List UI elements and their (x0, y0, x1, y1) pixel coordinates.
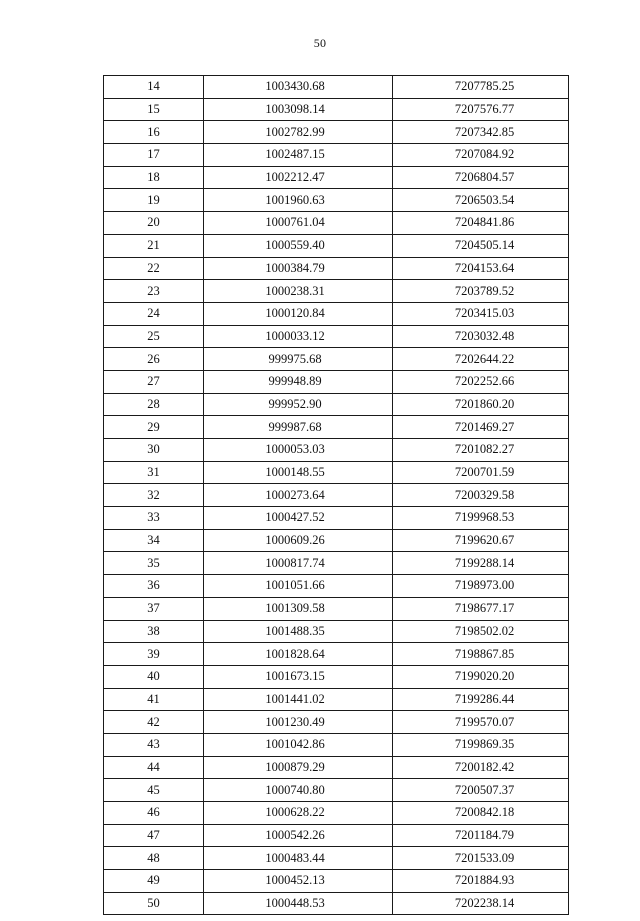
point-number-cell: 17 (104, 144, 204, 167)
table-row (104, 756, 569, 779)
table-row (104, 665, 569, 688)
x-coordinate-cell: 1001042.86 (204, 733, 393, 756)
point-number-cell: 19 (104, 189, 204, 212)
x-coordinate-cell: 1000609.26 (204, 529, 393, 552)
x-coordinate-cell: 1000817.74 (204, 552, 393, 575)
point-number-cell: 22 (104, 257, 204, 280)
table-row (104, 280, 569, 303)
point-number-cell: 38 (104, 620, 204, 643)
table-row (104, 847, 569, 870)
table-row (104, 507, 569, 530)
x-coordinate-cell: 1000238.31 (204, 280, 393, 303)
table-row (104, 711, 569, 734)
y-coordinate-cell: 7207084.92 (393, 144, 569, 167)
x-coordinate-cell: 1001309.58 (204, 597, 393, 620)
coordinates-table (103, 75, 569, 915)
point-number-cell: 49 (104, 870, 204, 893)
point-number-cell: 50 (104, 892, 204, 915)
y-coordinate-cell: 7201469.27 (393, 416, 569, 439)
point-number-cell: 45 (104, 779, 204, 802)
x-coordinate-cell: 1000053.03 (204, 439, 393, 462)
x-coordinate-cell: 999975.68 (204, 348, 393, 371)
y-coordinate-cell: 7207576.77 (393, 98, 569, 121)
x-coordinate-cell: 999987.68 (204, 416, 393, 439)
y-coordinate-cell: 7198677.17 (393, 597, 569, 620)
y-coordinate-cell: 7198502.02 (393, 620, 569, 643)
point-number-cell: 34 (104, 529, 204, 552)
y-coordinate-cell: 7204841.86 (393, 212, 569, 235)
point-number-cell: 28 (104, 393, 204, 416)
x-coordinate-cell: 1001960.63 (204, 189, 393, 212)
y-coordinate-cell: 7199869.35 (393, 733, 569, 756)
x-coordinate-cell: 1000628.22 (204, 802, 393, 825)
x-coordinate-cell: 1000148.55 (204, 461, 393, 484)
table-row (104, 121, 569, 144)
y-coordinate-cell: 7198973.00 (393, 575, 569, 598)
point-number-cell: 18 (104, 166, 204, 189)
x-coordinate-cell: 999948.89 (204, 370, 393, 393)
x-coordinate-cell: 1000448.53 (204, 892, 393, 915)
table-row (104, 439, 569, 462)
x-coordinate-cell: 1001488.35 (204, 620, 393, 643)
table-row (104, 348, 569, 371)
x-coordinate-cell: 1000273.64 (204, 484, 393, 507)
table-row (104, 575, 569, 598)
table-row (104, 234, 569, 257)
x-coordinate-cell: 1000384.79 (204, 257, 393, 280)
y-coordinate-cell: 7201533.09 (393, 847, 569, 870)
x-coordinate-cell: 1001230.49 (204, 711, 393, 734)
point-number-cell: 48 (104, 847, 204, 870)
table-row (104, 370, 569, 393)
y-coordinate-cell: 7200182.42 (393, 756, 569, 779)
y-coordinate-cell: 7199286.44 (393, 688, 569, 711)
table-row (104, 552, 569, 575)
y-coordinate-cell: 7203415.03 (393, 302, 569, 325)
point-number-cell: 43 (104, 733, 204, 756)
y-coordinate-cell: 7201082.27 (393, 439, 569, 462)
table-row (104, 461, 569, 484)
table-row (104, 393, 569, 416)
x-coordinate-cell: 1003430.68 (204, 76, 393, 99)
point-number-cell: 44 (104, 756, 204, 779)
y-coordinate-cell: 7200329.58 (393, 484, 569, 507)
y-coordinate-cell: 7207785.25 (393, 76, 569, 99)
x-coordinate-cell: 1001051.66 (204, 575, 393, 598)
point-number-cell: 40 (104, 665, 204, 688)
x-coordinate-cell: 1000542.26 (204, 824, 393, 847)
point-number-cell: 27 (104, 370, 204, 393)
table-row (104, 802, 569, 825)
table-row (104, 166, 569, 189)
y-coordinate-cell: 7198867.85 (393, 643, 569, 666)
point-number-cell: 35 (104, 552, 204, 575)
y-coordinate-cell: 7202252.66 (393, 370, 569, 393)
table-row (104, 302, 569, 325)
y-coordinate-cell: 7199570.07 (393, 711, 569, 734)
y-coordinate-cell: 7200507.37 (393, 779, 569, 802)
y-coordinate-cell: 7206503.54 (393, 189, 569, 212)
point-number-cell: 41 (104, 688, 204, 711)
x-coordinate-cell: 1001828.64 (204, 643, 393, 666)
y-coordinate-cell: 7201184.79 (393, 824, 569, 847)
table-row (104, 416, 569, 439)
x-coordinate-cell: 1001673.15 (204, 665, 393, 688)
page-number: 50 (313, 36, 327, 50)
table-row (104, 779, 569, 802)
y-coordinate-cell: 7204153.64 (393, 257, 569, 280)
x-coordinate-cell: 1003098.14 (204, 98, 393, 121)
point-number-cell: 24 (104, 302, 204, 325)
point-number-cell: 16 (104, 121, 204, 144)
y-coordinate-cell: 7199288.14 (393, 552, 569, 575)
y-coordinate-cell: 7202644.22 (393, 348, 569, 371)
y-coordinate-cell: 7200701.59 (393, 461, 569, 484)
table-row (104, 98, 569, 121)
table-row (104, 144, 569, 167)
x-coordinate-cell: 1000452.13 (204, 870, 393, 893)
point-number-cell: 14 (104, 76, 204, 99)
x-coordinate-cell: 1001441.02 (204, 688, 393, 711)
y-coordinate-cell: 7206804.57 (393, 166, 569, 189)
point-number-cell: 30 (104, 439, 204, 462)
table-row (104, 620, 569, 643)
x-coordinate-cell: 999952.90 (204, 393, 393, 416)
point-number-cell: 31 (104, 461, 204, 484)
table-row (104, 824, 569, 847)
x-coordinate-cell: 1000559.40 (204, 234, 393, 257)
y-coordinate-cell: 7199020.20 (393, 665, 569, 688)
table-row (104, 529, 569, 552)
x-coordinate-cell: 1000740.80 (204, 779, 393, 802)
point-number-cell: 46 (104, 802, 204, 825)
coordinates-table-body (104, 76, 569, 915)
y-coordinate-cell: 7207342.85 (393, 121, 569, 144)
point-number-cell: 39 (104, 643, 204, 666)
table-row (104, 892, 569, 915)
x-coordinate-cell: 1000483.44 (204, 847, 393, 870)
table-row (104, 643, 569, 666)
x-coordinate-cell: 1000761.04 (204, 212, 393, 235)
table-row (104, 688, 569, 711)
table-row (104, 870, 569, 893)
point-number-cell: 47 (104, 824, 204, 847)
x-coordinate-cell: 1000120.84 (204, 302, 393, 325)
point-number-cell: 26 (104, 348, 204, 371)
table-row (104, 325, 569, 348)
x-coordinate-cell: 1002782.99 (204, 121, 393, 144)
y-coordinate-cell: 7203032.48 (393, 325, 569, 348)
table-row (104, 257, 569, 280)
point-number-cell: 29 (104, 416, 204, 439)
point-number-cell: 15 (104, 98, 204, 121)
point-number-cell: 25 (104, 325, 204, 348)
y-coordinate-cell: 7200842.18 (393, 802, 569, 825)
point-number-cell: 20 (104, 212, 204, 235)
x-coordinate-cell: 1000427.52 (204, 507, 393, 530)
point-number-cell: 42 (104, 711, 204, 734)
y-coordinate-cell: 7201884.93 (393, 870, 569, 893)
table-row (104, 189, 569, 212)
table-row (104, 597, 569, 620)
x-coordinate-cell: 1002487.15 (204, 144, 393, 167)
point-number-cell: 23 (104, 280, 204, 303)
table-row (104, 484, 569, 507)
table-row (104, 212, 569, 235)
x-coordinate-cell: 1002212.47 (204, 166, 393, 189)
y-coordinate-cell: 7199968.53 (393, 507, 569, 530)
y-coordinate-cell: 7204505.14 (393, 234, 569, 257)
y-coordinate-cell: 7202238.14 (393, 892, 569, 915)
point-number-cell: 33 (104, 507, 204, 530)
point-number-cell: 32 (104, 484, 204, 507)
y-coordinate-cell: 7201860.20 (393, 393, 569, 416)
y-coordinate-cell: 7199620.67 (393, 529, 569, 552)
x-coordinate-cell: 1000879.29 (204, 756, 393, 779)
point-number-cell: 37 (104, 597, 204, 620)
x-coordinate-cell: 1000033.12 (204, 325, 393, 348)
point-number-cell: 21 (104, 234, 204, 257)
table-row (104, 76, 569, 99)
y-coordinate-cell: 7203789.52 (393, 280, 569, 303)
point-number-cell: 36 (104, 575, 204, 598)
table-row (104, 733, 569, 756)
